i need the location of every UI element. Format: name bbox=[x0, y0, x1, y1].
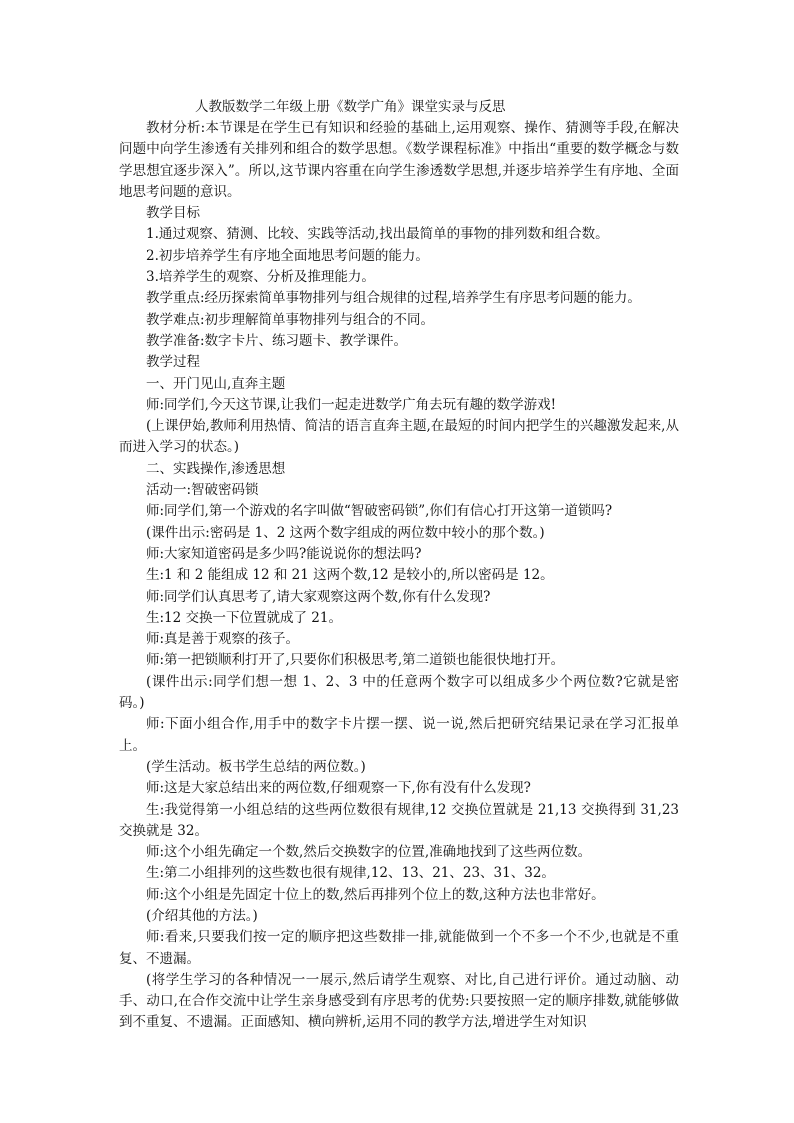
paragraph: 生:我觉得第一小组总结的这些两位数很有规律,12 交换位置就是 21,13 交换得到 31,23 交换就是 32。 bbox=[119, 801, 679, 839]
paragraph: 生:第二小组排列的这些数也很有规律,12、13、21、23、31、32。 bbox=[146, 865, 555, 882]
paragraph: (介绍其他的方法。) bbox=[146, 907, 258, 924]
paragraph: (课件出示:同学们想一想 1、2、3 中的任意两个数字可以组成多少个两位数?它就是密码。) bbox=[119, 673, 679, 712]
paragraph: 师:下面小组合作,用手中的数字卡片摆一摆、说一说,然后把研究结果记录在学习汇报单上。 bbox=[119, 716, 679, 754]
paragraph: 师:大家知道密码是多少吗?能说说你的想法吗? bbox=[146, 545, 422, 562]
paragraph: 教学过程 bbox=[146, 354, 200, 371]
paragraph: 师:第一把锁顺利打开了,只要你们积极思考,第二道锁也能很快地打开。 bbox=[146, 652, 565, 669]
document-title: 人教版数学二年级上册《数学广角》课堂实录与反思 bbox=[195, 99, 506, 115]
paragraph: 3.培养学生的观察、分析及推理能力。 bbox=[146, 269, 375, 286]
paragraph: 师:这个小组是先固定十位上的数,然后再排列个位上的数,这种方法也非常好。 bbox=[146, 886, 605, 903]
paragraph: 二、实践操作,渗透思想 bbox=[146, 460, 286, 477]
paragraph: 教材分析:本节课是在学生已有知识和经验的基础上,运用观察、操作、猜测等手段,在解决问题中向学生渗透有关排列和组合的数学思想。《数学课程标准》中指出“重要的数学概念与数学思想宜逐步深入”。所以,这节课内容重在向学生渗透数学思想,并逐步培养学生有序地、全面地思考问题的意识。 bbox=[119, 120, 679, 200]
paragraph: (上课伊始,教师利用热情、简洁的语言直奔主题,在最短的时间内把学生的兴趣激发起来,从而进入学习的状态。) bbox=[119, 418, 679, 456]
paragraph: (将学生学习的各种情况一一展示,然后请学生观察、对比,自己进行评价。通过动脑、动手、动口,在合作交流中让学生亲身感受到有序思考的优势:只要按照一定的顺序排数,就能够做到不重复、不遗漏。正面感知、横向辨析,运用不同的教学方法,增进学生对知识 bbox=[119, 971, 679, 1031]
paragraph: (课件出示:密码是 1、2 这两个数字组成的两位数中较小的那个数。) bbox=[146, 524, 545, 541]
paragraph: 师:看来,只要我们按一定的顺序把这些数排一排,就能做到一个不多一个不少,也就是不重复、不遗漏。 bbox=[119, 929, 679, 967]
paragraph: (学生活动。板书学生总结的两位数。) bbox=[146, 758, 366, 775]
paragraph: 教学准备:数字卡片、练习题卡、教学课件。 bbox=[146, 332, 408, 349]
paragraph: 师:这是大家总结出来的两位数,仔细观察一下,你有没有什么发现? bbox=[146, 780, 531, 797]
paragraph: 师:同学们认真思考了,请大家观察这两个数,你有什么发现? bbox=[146, 588, 491, 605]
document-page bbox=[119, 97, 679, 1034]
document-body bbox=[119, 118, 679, 1034]
paragraph: 师:同学们,今天这节课,让我们一起走进数学广角去玩有趣的数学游戏! bbox=[146, 396, 557, 413]
paragraph: 教学重点:经历探索简单事物排列与组合规律的过程,培养学生有序思考问题的能力。 bbox=[146, 290, 641, 307]
paragraph: 一、开门见山,直奔主题 bbox=[146, 375, 286, 392]
paragraph: 师:同学们,第一个游戏的名字叫做“智破密码锁”,你们有信心打开这第一道锁吗? bbox=[146, 503, 613, 520]
paragraph: 生:12 交换一下位置就成了 21。 bbox=[146, 609, 342, 626]
paragraph: 活动一:智破密码锁 bbox=[146, 482, 259, 499]
paragraph: 生:1 和 2 能组成 12 和 21 这两个数,12 是较小的,所以密码是 12。 bbox=[146, 567, 554, 584]
paragraph: 教学难点:初步理解简单事物排列与组合的不同。 bbox=[146, 311, 435, 328]
paragraph: 师:这个小组先确定一个数,然后交换数字的位置,准确地找到了这些两位数。 bbox=[146, 844, 592, 861]
paragraph: 1.通过观察、猜测、比较、实践等活动,找出最简单的事物的排列数和组合数。 bbox=[146, 226, 609, 243]
paragraph: 2.初步培养学生有序地全面地思考问题的能力。 bbox=[146, 247, 429, 264]
paragraph: 师:真是善于观察的孩子。 bbox=[146, 631, 300, 648]
paragraph: 教学目标 bbox=[146, 205, 200, 222]
